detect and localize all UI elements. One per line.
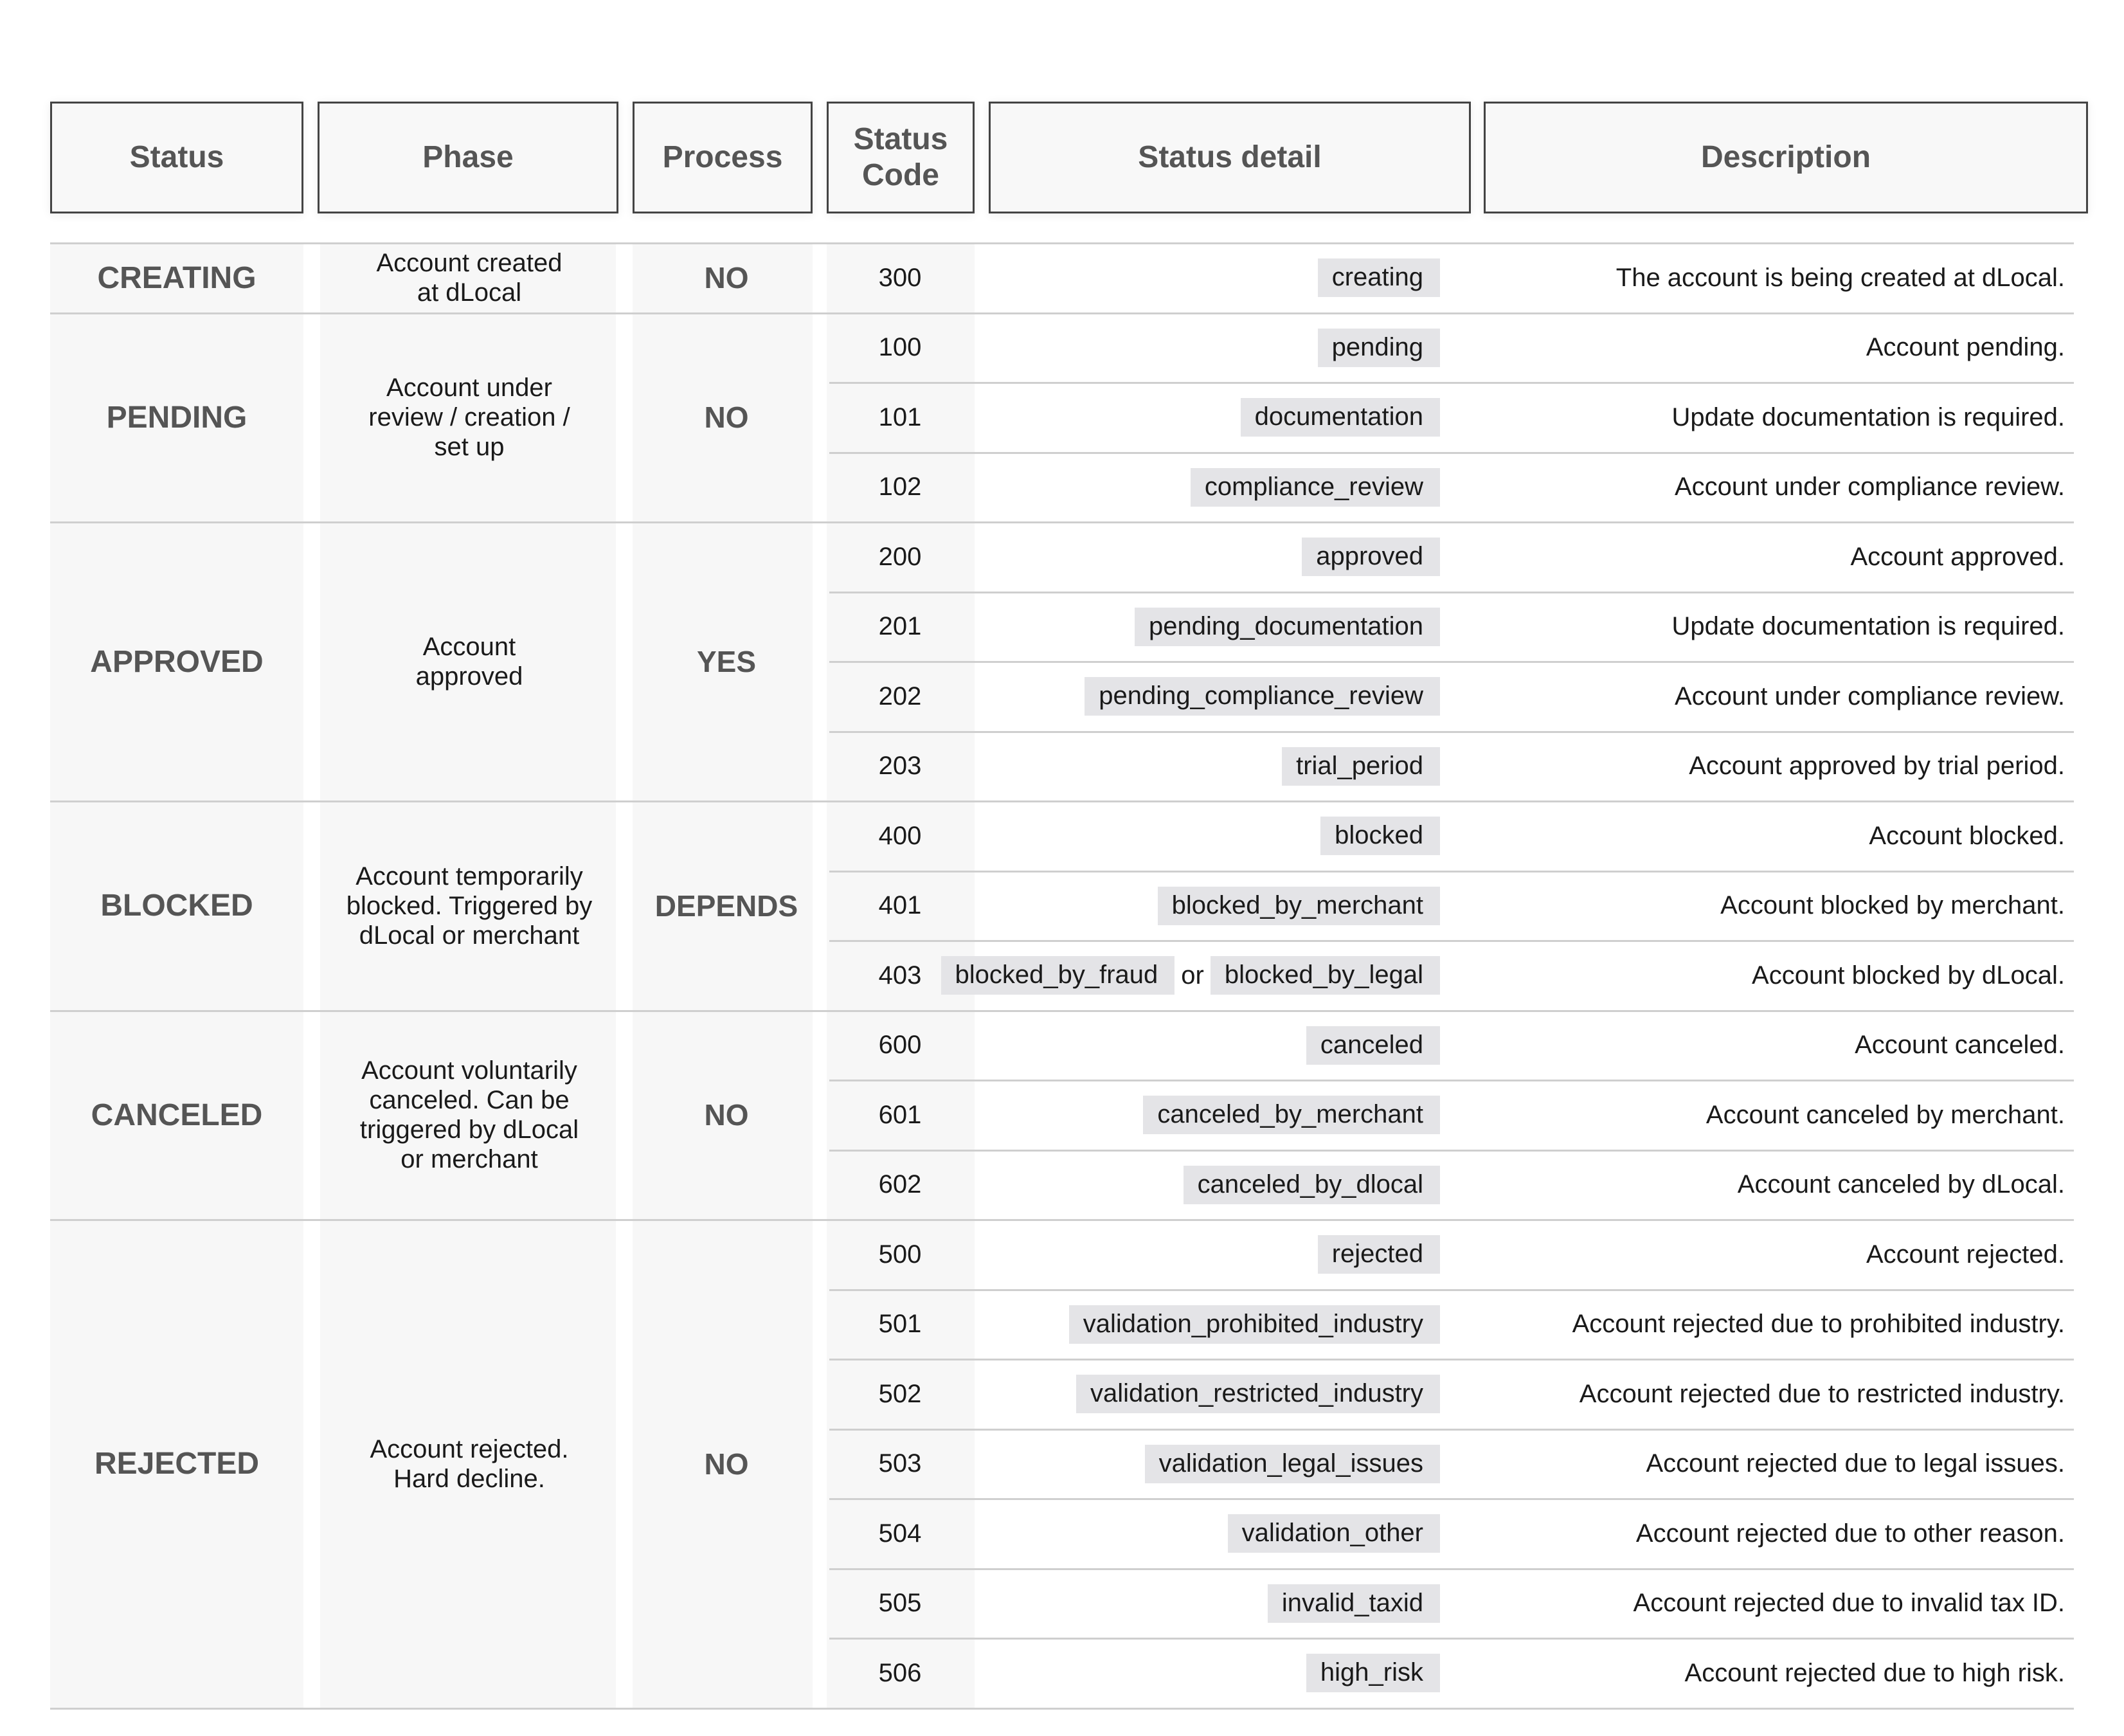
- description-text: Account approved.: [1850, 542, 2065, 571]
- status-code: 504: [878, 1519, 922, 1548]
- status-code: 502: [878, 1379, 922, 1408]
- status-name: APPROVED: [90, 644, 264, 679]
- status-detail-chip: pending: [1318, 329, 1440, 367]
- status-code: 505: [878, 1589, 922, 1618]
- row-divider: [50, 1708, 2074, 1710]
- status-name: PENDING: [106, 400, 248, 435]
- status-detail-cell: [990, 383, 1440, 453]
- status-name: CREATING: [97, 260, 256, 295]
- status-detail-cell: [990, 522, 1440, 592]
- description-text: Account approved by trial period.: [1689, 752, 2065, 781]
- phase-text: Account approved: [415, 633, 523, 691]
- status-code: 602: [878, 1170, 922, 1199]
- status-code: 300: [878, 263, 922, 292]
- status-detail-cell: [990, 1220, 1440, 1290]
- description-text: Update documentation is required.: [1671, 612, 2065, 641]
- status-detail-cell: [990, 871, 1440, 941]
- status-code: 101: [878, 402, 922, 431]
- process-value: NO: [704, 401, 749, 435]
- status-name: REJECTED: [94, 1447, 260, 1481]
- status-detail-cell: [990, 313, 1440, 383]
- status-detail-cell: [990, 1638, 1440, 1708]
- status-detail-chip: canceled_by_merchant: [1143, 1096, 1440, 1134]
- status-detail-chip: high_risk: [1306, 1654, 1440, 1692]
- status-detail-cell: [990, 1359, 1440, 1429]
- status-code: 400: [878, 821, 922, 850]
- process-value: YES: [696, 645, 757, 678]
- status-name: CANCELED: [91, 1098, 263, 1132]
- process-value: DEPENDS: [654, 889, 798, 923]
- description-text: Account blocked.: [1869, 821, 2065, 850]
- status-detail-chip: validation_restricted_industry: [1076, 1375, 1440, 1413]
- status-code: 506: [878, 1658, 922, 1687]
- status-code: 403: [878, 961, 922, 990]
- status-detail-cell: [955, 941, 1440, 1011]
- description-text: Account blocked by dLocal.: [1752, 961, 2065, 990]
- header-status-detail: Status detail: [989, 102, 1471, 213]
- status-detail-chip: blocked_by_legal: [1210, 956, 1440, 995]
- description-text: Account rejected due to restricted industry.: [1579, 1379, 2065, 1408]
- status-detail-cell: [990, 1290, 1440, 1360]
- status-detail-chip: canceled_by_dlocal: [1184, 1166, 1440, 1204]
- status-detail-chip: pending_documentation: [1135, 608, 1440, 646]
- description-text: Account rejected due to high risk.: [1684, 1658, 2065, 1687]
- status-code: 401: [878, 891, 922, 920]
- description-text: Account rejected due to invalid tax ID.: [1633, 1589, 2065, 1618]
- status-detail-cell: [990, 1429, 1440, 1499]
- status-detail-cell: [990, 662, 1440, 732]
- status-detail-cell: [990, 1080, 1440, 1150]
- description-text: Update documentation is required.: [1671, 402, 2065, 431]
- status-detail-chip: trial_period: [1282, 747, 1440, 786]
- phase-text: Account under review / creation / set up: [368, 374, 570, 462]
- status-code: 500: [878, 1240, 922, 1269]
- status-code: 601: [878, 1100, 922, 1129]
- status-code: 503: [878, 1449, 922, 1478]
- description-text: Account blocked by merchant.: [1720, 891, 2065, 920]
- description-text: Account canceled by dLocal.: [1737, 1170, 2065, 1199]
- status-detail-chip: blocked_by_merchant: [1158, 887, 1440, 925]
- description-text: Account rejected.: [1866, 1240, 2065, 1269]
- header-status: Status: [50, 102, 303, 213]
- status-detail-chip: documentation: [1241, 398, 1440, 437]
- description-text: The account is being created at dLocal.: [1616, 263, 2065, 292]
- phase-text: Account rejected. Hard decline.: [370, 1434, 569, 1493]
- status-detail-chip: approved: [1302, 538, 1440, 576]
- description-text: Account rejected due to other reason.: [1635, 1519, 2065, 1548]
- status-code: 200: [878, 542, 922, 571]
- description-text: Account under compliance review.: [1675, 682, 2065, 710]
- status-detail-chip: validation_other: [1228, 1514, 1440, 1553]
- status-code: 501: [878, 1310, 922, 1339]
- status-detail-chip: blocked_by_fraud: [941, 956, 1175, 995]
- status-detail-chip: blocked: [1320, 817, 1440, 855]
- status-detail-chip: invalid_taxid: [1268, 1584, 1440, 1623]
- status-detail-cell: [990, 1011, 1440, 1081]
- status-detail-chip: validation_prohibited_industry: [1069, 1305, 1440, 1344]
- status-code: 202: [878, 682, 922, 710]
- status-name: BLOCKED: [100, 889, 253, 923]
- status-code: 201: [878, 612, 922, 641]
- process-value: NO: [704, 261, 749, 295]
- phase-text: Account voluntarily canceled. Can be triggered by dLocal or merchant: [359, 1056, 579, 1174]
- description-text: Account pending.: [1866, 333, 2065, 362]
- phase-text: Account temporarily blocked. Triggered by dLocal or merchant: [346, 862, 593, 950]
- phase-text: Account created at dLocal: [376, 249, 562, 307]
- status-detail-chip: compliance_review: [1191, 468, 1440, 507]
- status-detail-chip: validation_legal_issues: [1145, 1445, 1440, 1483]
- status-code: 203: [878, 752, 922, 781]
- header-phase: Phase: [318, 102, 618, 213]
- status-detail-cell: [990, 592, 1440, 662]
- description-text: Account rejected due to legal issues.: [1646, 1449, 2065, 1478]
- process-value: NO: [704, 1098, 749, 1132]
- status-detail-chip: pending_compliance_review: [1084, 677, 1440, 716]
- description-text: Account under compliance review.: [1675, 473, 2065, 502]
- header-status-code: Status Code: [827, 102, 975, 213]
- status-detail-cell: [990, 1150, 1440, 1220]
- status-detail-cell: [990, 732, 1440, 802]
- status-code: 600: [878, 1031, 922, 1060]
- status-detail-cell: [990, 1569, 1440, 1639]
- description-text: Account canceled.: [1855, 1031, 2065, 1060]
- detail-joiner: or: [1181, 961, 1204, 990]
- status-detail-chip: canceled: [1306, 1026, 1440, 1065]
- description-text: Account rejected due to prohibited industry.: [1572, 1310, 2065, 1339]
- header-description: Description: [1484, 102, 2088, 213]
- process-value: NO: [704, 1447, 749, 1481]
- status-detail-cell: [990, 243, 1440, 313]
- status-code: 102: [878, 473, 922, 502]
- status-code: 100: [878, 333, 922, 362]
- description-text: Account canceled by merchant.: [1706, 1100, 2065, 1129]
- status-detail-cell: [990, 801, 1440, 871]
- header-process: Process: [633, 102, 813, 213]
- status-detail-chip: creating: [1318, 258, 1440, 297]
- status-detail-chip: rejected: [1318, 1235, 1440, 1274]
- status-detail-cell: [990, 453, 1440, 523]
- status-detail-cell: [990, 1499, 1440, 1569]
